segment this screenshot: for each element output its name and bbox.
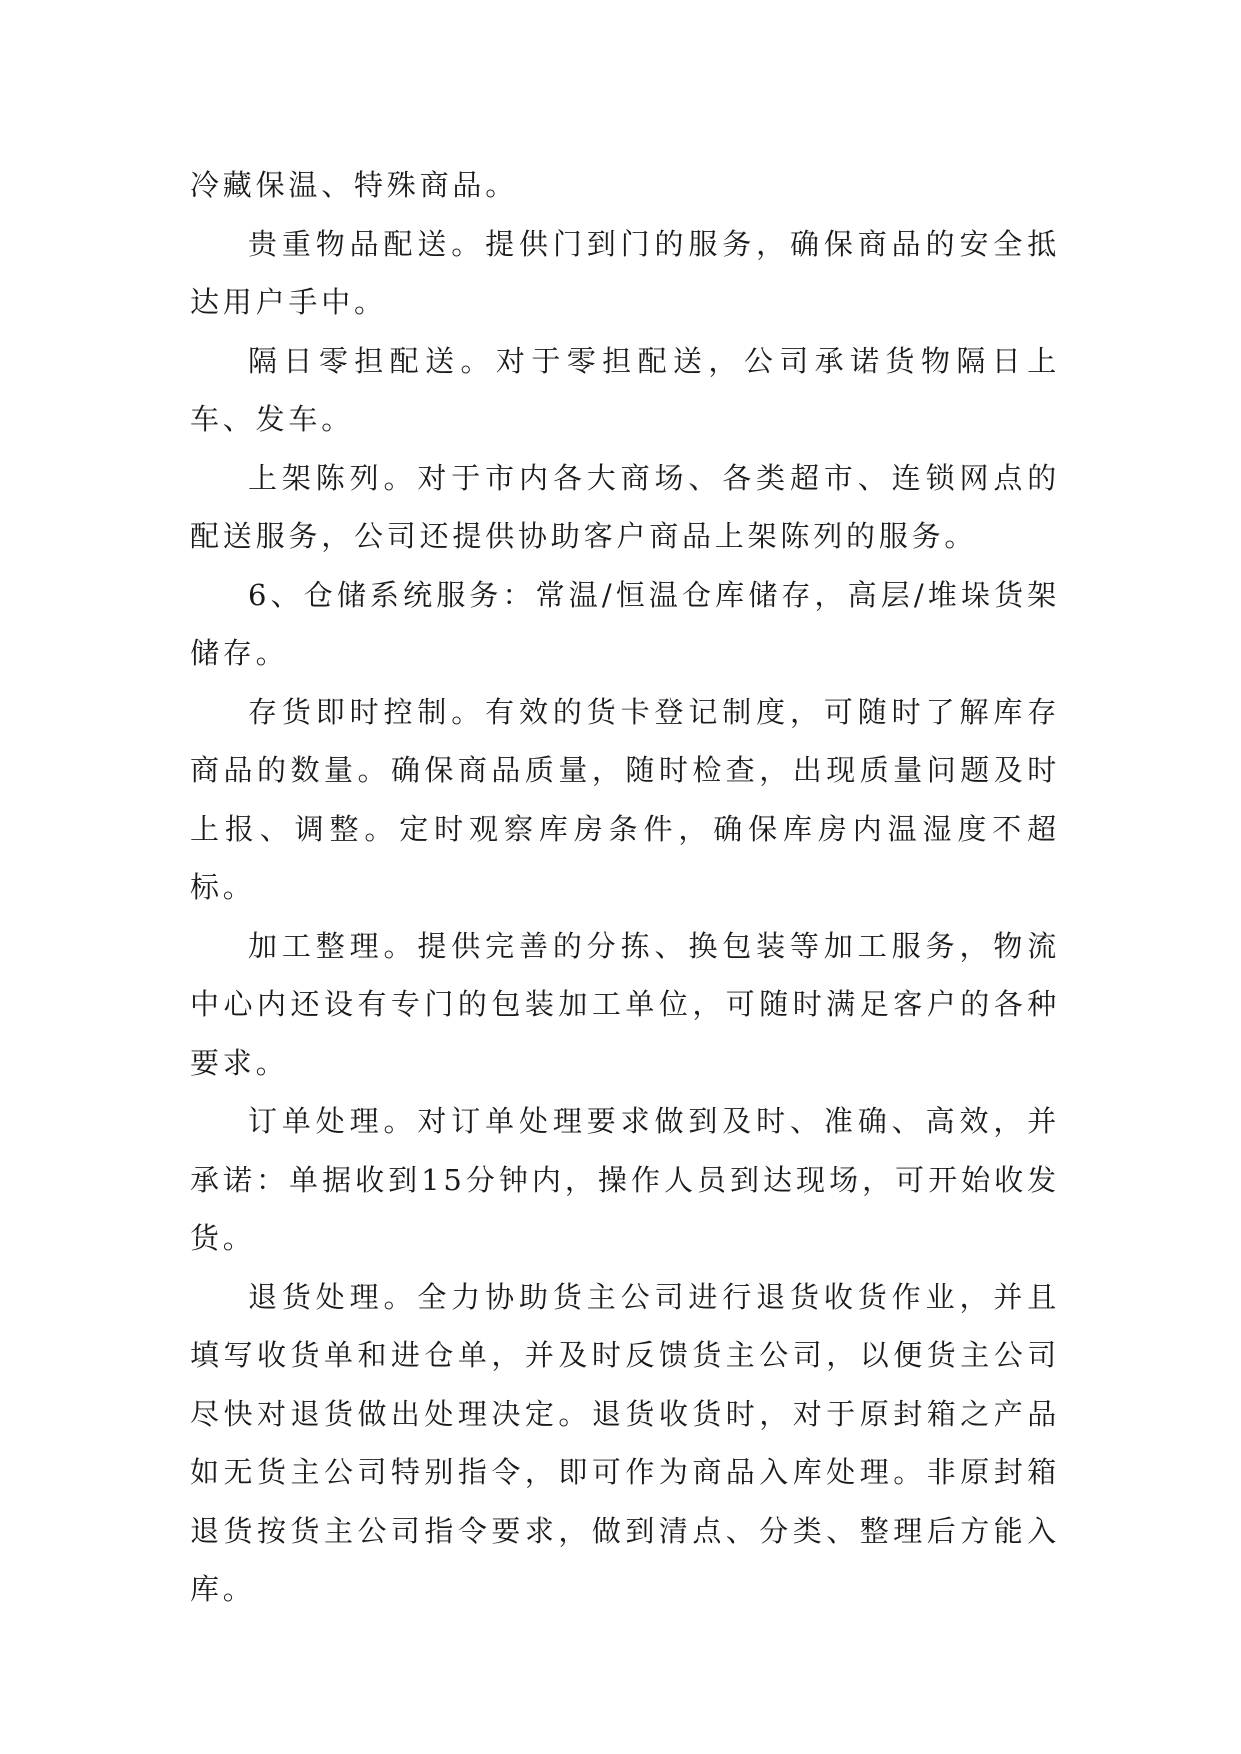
- paragraph-returns-processing: 退货处理。全力协助货主公司进行退货收货作业，并且填写收货单和进仓单，并及时反馈货主公司，以便货主公司尽快对退货做出处理决定。退货收货时，对于原封箱之产品如无货主公司特别指令，即可作为商品入库处理。非原封箱退货按货主公司指令要求，做到清点、分类、整理后方能入库。: [190, 1279, 1060, 1606]
- paragraph-next-day-delivery: 隔日零担配送。对于零担配送，公司承诺货物隔日上车、发车。: [190, 343, 1060, 436]
- paragraph-valuables-delivery: 贵重物品配送。提供门到门的服务，确保商品的安全抵达用户手中。: [190, 226, 1060, 319]
- paragraph-processing: 加工整理。提供完善的分拣、换包装等加工服务，物流中心内还设有专门的包装加工单位，可随时满足客户的各种要求。: [190, 928, 1060, 1080]
- document-body: [190, 156, 1060, 1619]
- paragraph-shelf-display: 上架陈列。对于市内各大商场、各类超市、连锁网点的配送服务，公司还提供协助客户商品上架陈列的服务。: [190, 460, 1060, 553]
- paragraph-continuation: 冷藏保温、特殊商品。: [190, 168, 519, 202]
- paragraph-inventory-control: 存货即时控制。有效的货卡登记制度，可随时了解库存商品的数量。确保商品质量，随时检查，出现质量问题及时上报、调整。定时观察库房条件，确保库房内温湿度不超标。: [190, 694, 1060, 904]
- paragraph-order-processing: 订单处理。对订单处理要求做到及时、准确、高效，并承诺：单据收到15分钟内，操作人员到达现场，可开始收发货。: [190, 1104, 1060, 1255]
- paragraph-warehouse-service: 6、仓储系统服务：常温/恒温仓库储存，高层/堆垛货架储存。: [190, 577, 1060, 670]
